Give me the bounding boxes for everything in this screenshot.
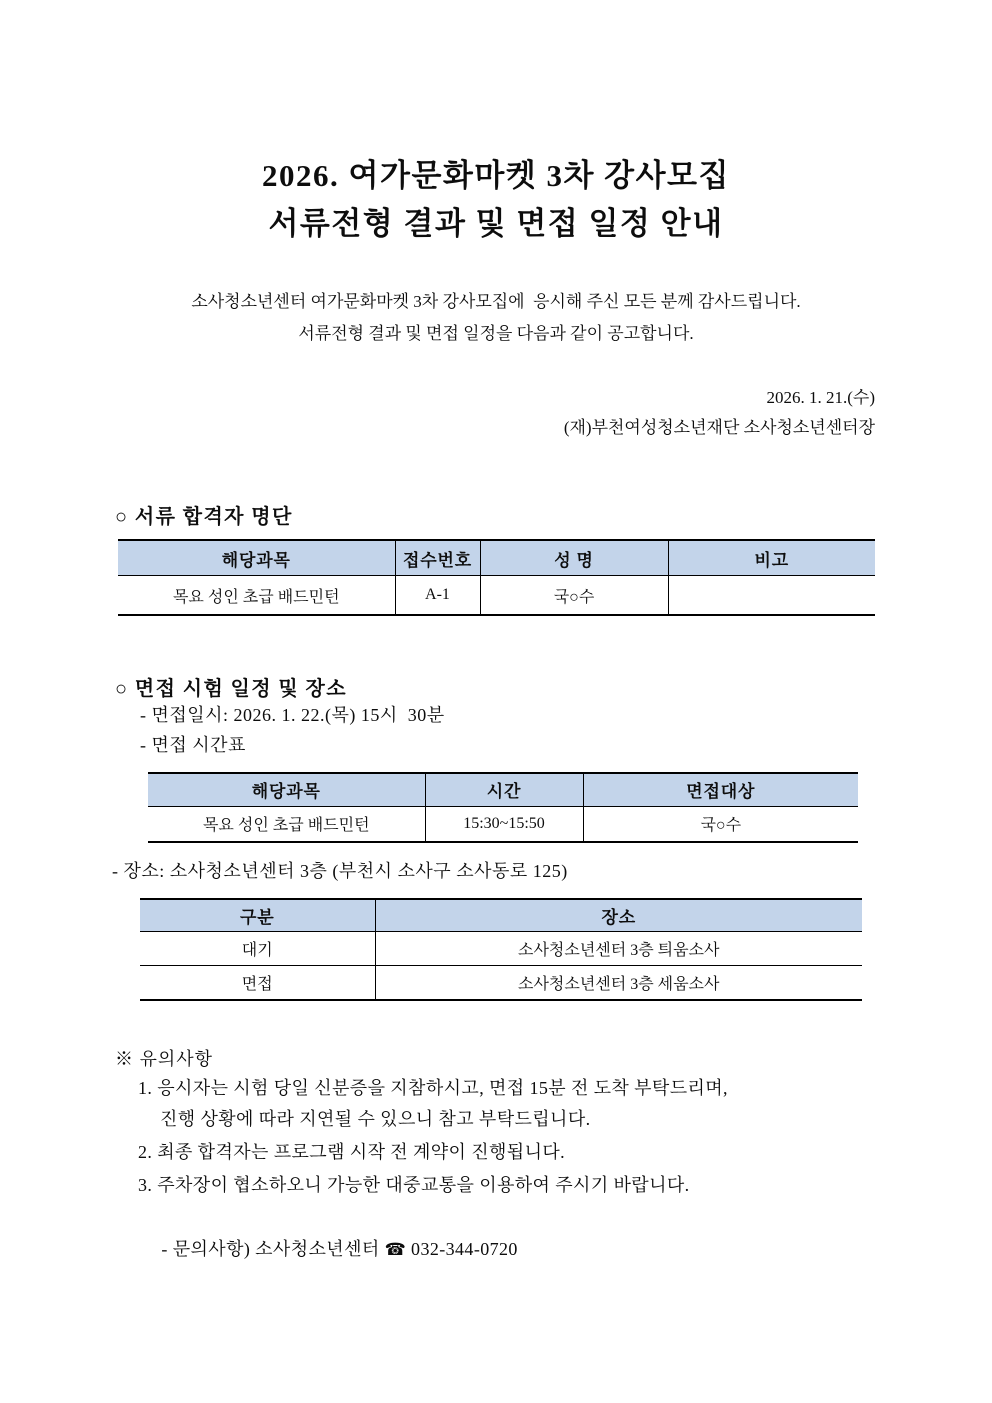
roster-cell-remarks: [668, 576, 875, 616]
rooms-cell-place-interview: 소사청소년센터 3층 세움소사: [375, 965, 862, 1000]
intro-line-1: 소사청소년센터 여가문화마켓 3차 강사모집에 응시해 주신 모든 분께 감사드립니다.: [191, 292, 801, 312]
schedule-col-target: 면접대상: [583, 773, 858, 807]
title-line-1: 2026. 여가문화마켓 3차 강사모집: [262, 158, 730, 193]
table-header-row: [148, 773, 858, 807]
contact-phone-number: 032-344-0720: [406, 1238, 518, 1259]
roster-col-remarks: 비고: [668, 540, 875, 576]
schedule-cell-time: 15:30~15:50: [425, 806, 583, 842]
issuing-organization: (재)부천여성청소년재단 소사청소년센터장: [563, 417, 875, 437]
section-heading-interview: ○ 면접 시험 일정 및 장소: [115, 678, 347, 701]
intro-line-2: 서류전형 결과 및 면접 일정을 다음과 같이 공고합니다.: [298, 323, 694, 343]
notes-section: [60, 1045, 932, 1296]
table-row: [140, 965, 862, 1000]
interview-timetable-label: - 면접 시간표: [140, 734, 246, 755]
schedule-cell-subject: 목요 성인 초급 배드민턴: [148, 806, 425, 842]
contact-line: [60, 1203, 932, 1296]
title-line-2: 서류전형 결과 및 면접 일정 안내: [268, 206, 724, 242]
signature-block: [60, 383, 932, 443]
roster-cell-subject: 목요 성인 초급 배드민턴: [118, 576, 395, 616]
note-item-2: 2. 최종 합격자는 프로그램 시작 전 계약이 진행됩니다.: [138, 1141, 566, 1162]
note-item-1-continued: 진행 상황에 따라 지연될 수 있으니 참고 부탁드립니다.: [160, 1108, 591, 1129]
rooms-cell-category-waiting: 대기: [140, 931, 375, 965]
interview-rooms-table: [140, 898, 862, 1001]
schedule-col-subject: 해당과목: [148, 773, 425, 807]
interview-venue: - 장소: 소사청소년센터 3층 (부천시 소사구 소사동로 125): [112, 860, 568, 881]
roster-col-name: 성 명: [480, 540, 668, 576]
intro-paragraph: [60, 286, 932, 349]
document-title: [60, 0, 932, 248]
roster-table: [118, 539, 875, 616]
rooms-col-place: 장소: [375, 899, 862, 932]
roster-col-subject: 해당과목: [118, 540, 395, 576]
rooms-col-category: 구분: [140, 899, 375, 932]
telephone-icon: ☎: [384, 1239, 407, 1259]
interview-schedule-table: [148, 772, 858, 843]
section-heading-roster: ○ 서류 합격자 명단: [115, 506, 293, 529]
roster-col-appno: 접수번호: [395, 540, 480, 576]
schedule-col-time: 시간: [425, 773, 583, 807]
table-header-row: [140, 899, 862, 932]
table-row: [118, 576, 875, 616]
note-item-1: 1. 응시자는 시험 당일 신분증을 지참하시고, 면접 15분 전 도착 부탁드리며,: [138, 1077, 728, 1098]
note-item-3: 3. 주차장이 협소하오니 가능한 대중교통을 이용하여 주시기 바랍니다.: [138, 1174, 690, 1195]
interview-datetime: - 면접일시: 2026. 1. 22.(목) 15시 30분: [140, 705, 445, 726]
table-row: [140, 931, 862, 965]
roster-cell-appno: A-1: [395, 576, 480, 616]
contact-label: - 문의사항) 소사청소년센터: [161, 1238, 385, 1259]
schedule-cell-target: 국○수: [583, 806, 858, 842]
rooms-cell-place-waiting: 소사청소년센터 3층 틔움소사: [375, 931, 862, 965]
notes-title: ※ 유의사항: [115, 1048, 214, 1069]
table-row: [148, 806, 858, 842]
rooms-cell-category-interview: 면접: [140, 965, 375, 1000]
issue-date: 2026. 1. 21.(수): [766, 387, 875, 407]
roster-cell-name: 국○수: [480, 576, 668, 616]
table-header-row: [118, 540, 875, 576]
